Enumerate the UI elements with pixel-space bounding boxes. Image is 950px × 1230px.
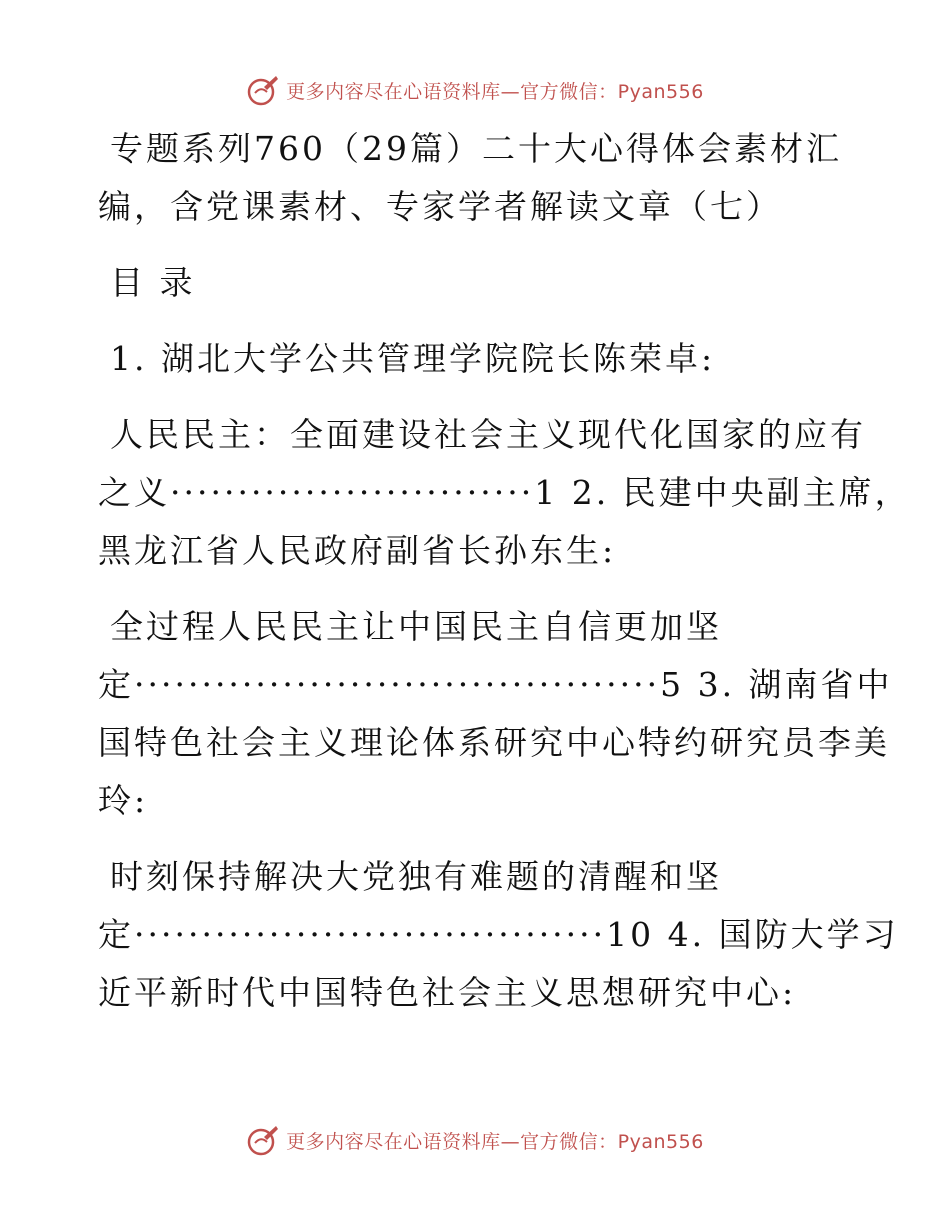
toc-line: 1. 湖北大学公共管理学院院长陈荣卓: — [110, 339, 716, 378]
toc-line: 定···································10 4. 国防大学习 — [98, 915, 899, 954]
pen-logo-icon — [246, 73, 280, 107]
footer-brand-text: 更多内容尽在心语资料库—官方微信：Pyan556 — [286, 1130, 704, 1153]
toc-line: 之义···························1 2. 民建中央副主席， — [98, 473, 911, 512]
toc-line: 黑龙江省人民政府副省长孙东生: — [98, 531, 617, 570]
header-brand-text: 更多内容尽在心语资料库—官方微信：Pyan556 — [286, 80, 704, 103]
toc-line: 时刻保持解决大党独有难题的清醒和坚 — [110, 857, 722, 896]
toc-heading: 目 录 — [110, 263, 196, 302]
toc-line: 全过程人民民主让中国民主自信更加坚 — [110, 607, 722, 646]
doc-title-line-2: 编，含党课素材、专家学者解读文章（七） — [98, 187, 782, 226]
pen-logo-icon — [246, 1123, 280, 1157]
toc-line: 玲: — [98, 781, 149, 820]
header-watermark — [0, 72, 950, 108]
toc-line: 近平新时代中国特色社会主义思想研究中心: — [98, 973, 797, 1012]
toc-line: 国特色社会主义理论体系研究中心特约研究员李美 — [98, 723, 890, 762]
footer-watermark — [0, 1122, 950, 1158]
toc-line: 人民民主：全面建设社会主义现代化国家的应有 — [110, 415, 866, 454]
document-body — [98, 120, 911, 1022]
doc-title-line-1: 专题系列760（29篇）二十大心得体会素材汇 — [110, 129, 842, 168]
toc-line: 定·······································5 3. 湖南省中 — [98, 665, 893, 704]
